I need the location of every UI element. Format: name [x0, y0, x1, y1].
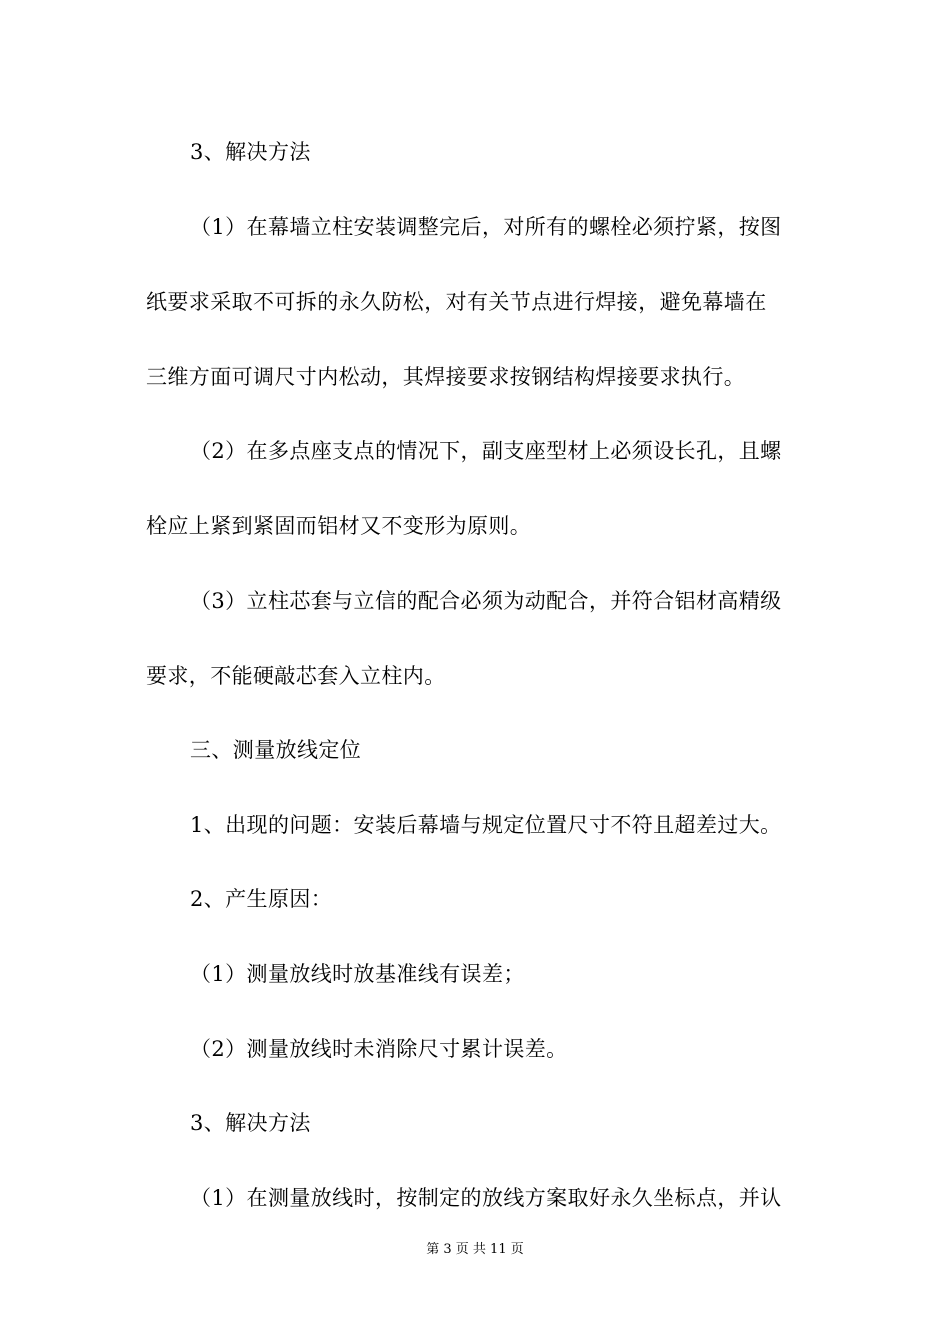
paragraph-line: （2）在多点座支点的情况下，副支座型材上必须设长孔，且螺: [190, 439, 782, 463]
heading-solution-method: 3、解决方法: [190, 1111, 311, 1135]
paragraph-line: 纸要求采取不可拆的永久防松，对有关节点进行焊接，避免幕墙在: [146, 290, 767, 314]
paragraph-line: 三维方面可调尺寸内松动，其焊接要求按钢结构焊接要求执行。: [146, 365, 746, 389]
paragraph-line: （1）在测量放线时，按制定的放线方案取好永久坐标点，并认: [190, 1186, 782, 1210]
paragraph-line: （2）测量放线时未消除尺寸累计误差。: [190, 1037, 568, 1061]
paragraph-line: （1）在幕墙立柱安装调整完后，对所有的螺栓必须拧紧，按图: [190, 215, 782, 239]
paragraph-line: 1、出现的问题：安装后幕墙与规定位置尺寸不符且超差过大。: [190, 813, 782, 837]
heading-solution-method: 3、解决方法: [190, 140, 311, 164]
paragraph-line: 2、产生原因：: [190, 887, 333, 911]
paragraph-line: （1）测量放线时放基准线有误差；: [190, 962, 525, 986]
paragraph-line: 栓应上紧到紧固而铝材又不变形为原则。: [146, 514, 532, 538]
paragraph-line: 要求，不能硬敲芯套入立柱内。: [146, 664, 446, 688]
paragraph-line: （3）立柱芯套与立信的配合必须为动配合，并符合铝材高精级: [190, 589, 782, 613]
section-heading: 三、测量放线定位: [190, 738, 362, 762]
page-footer: 第 3 页 共 11 页: [426, 1242, 524, 1257]
